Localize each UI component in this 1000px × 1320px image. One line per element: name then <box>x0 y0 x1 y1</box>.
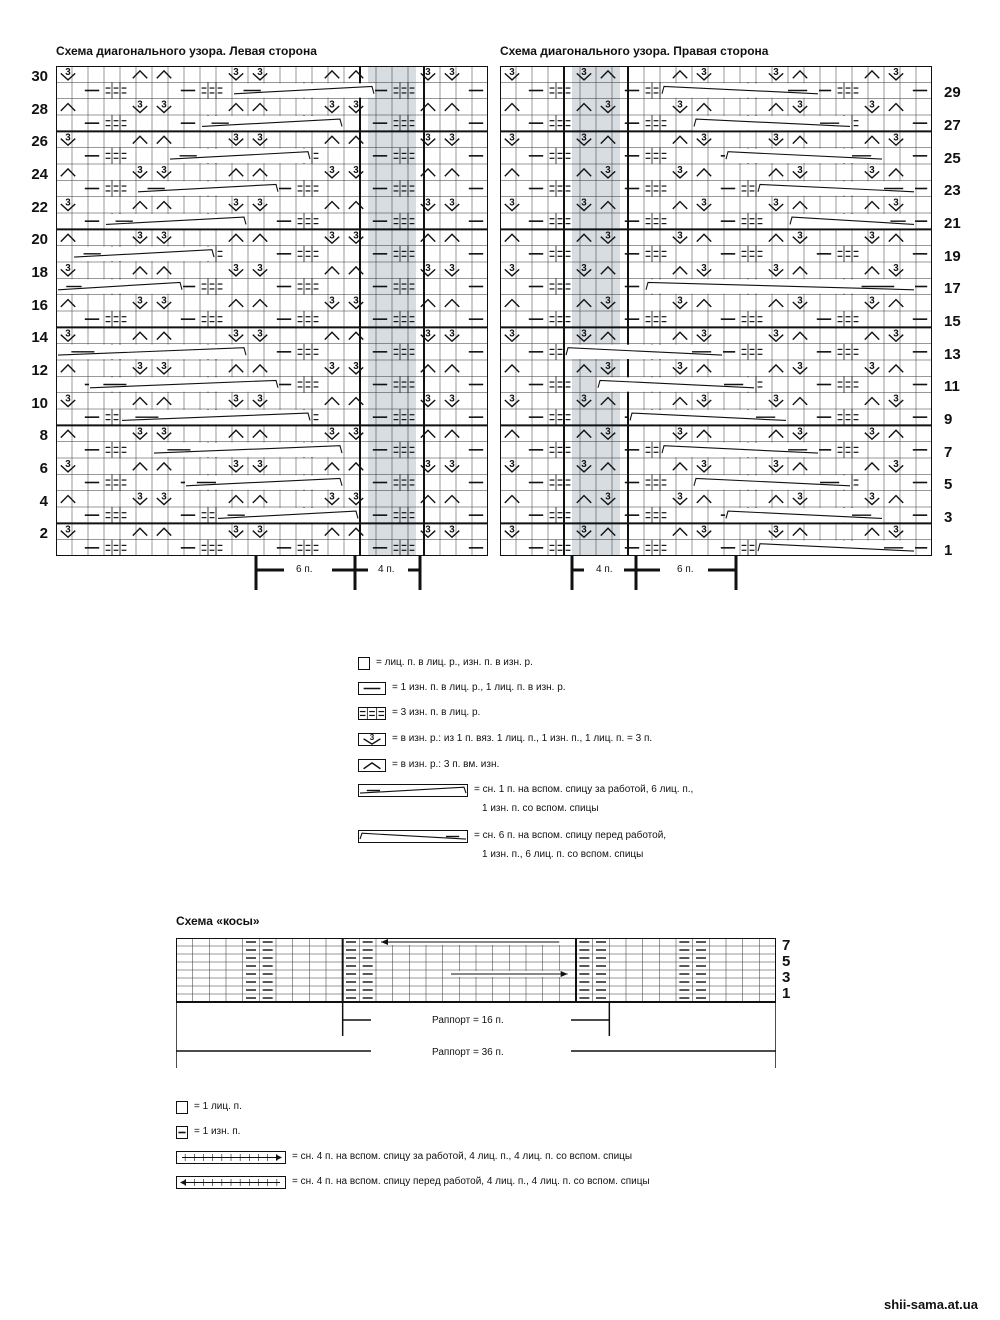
left-pattern-chart <box>56 66 488 556</box>
legend-text: = 1 лиц. п. <box>194 1101 242 1112</box>
svg-text:3: 3 <box>137 295 143 307</box>
kosy-title: Схема «косы» <box>176 914 260 928</box>
left-row-number: 16 <box>31 296 48 314</box>
left-row-number: 30 <box>31 68 48 85</box>
svg-text:3: 3 <box>329 360 335 372</box>
svg-text:3: 3 <box>329 164 335 176</box>
left-row-number: 14 <box>31 329 48 347</box>
legend-text: = сн. 4 п. на вспом. спицу перед работой, 4 лиц. п., 4 лиц. п. со вспом. спицы <box>292 1176 650 1187</box>
svg-text:3: 3 <box>65 458 71 470</box>
svg-text:3: 3 <box>65 132 71 144</box>
chart-symbols <box>505 67 927 556</box>
svg-text:3: 3 <box>605 99 611 111</box>
svg-text:3: 3 <box>161 360 167 372</box>
svg-text:3: 3 <box>701 132 707 144</box>
svg-text:3: 3 <box>581 66 587 78</box>
kosy-row-number: 5 <box>782 953 791 970</box>
right-row-number: 11 <box>944 378 960 396</box>
left-row-number: 4 <box>39 492 48 510</box>
svg-text:3: 3 <box>449 197 455 209</box>
svg-text:3: 3 <box>233 328 239 340</box>
left-row-number: 22 <box>31 198 48 216</box>
svg-text:3: 3 <box>893 458 899 470</box>
svg-text:3: 3 <box>581 393 587 405</box>
svg-text:3: 3 <box>257 328 263 340</box>
cross-left-icon <box>358 830 468 843</box>
right-row-number: 3 <box>944 509 953 526</box>
left-dim-4: 4 п. <box>378 564 395 575</box>
right-row-number: 29 <box>944 84 961 102</box>
kosy-row-number: 1 <box>782 985 791 1002</box>
svg-text:3: 3 <box>677 360 683 372</box>
right-row-number: 23 <box>944 182 961 200</box>
svg-text:3: 3 <box>797 99 803 111</box>
svg-text:3: 3 <box>509 262 515 274</box>
svg-text:3: 3 <box>65 66 71 78</box>
svg-text:3: 3 <box>797 491 803 503</box>
svg-text:3: 3 <box>65 328 71 340</box>
svg-text:3: 3 <box>161 99 167 111</box>
svg-text:3: 3 <box>893 132 899 144</box>
right-row-number: 21 <box>944 215 961 232</box>
svg-text:3: 3 <box>353 99 359 111</box>
svg-text:3: 3 <box>797 230 803 242</box>
svg-text:3: 3 <box>425 524 431 536</box>
svg-text:3: 3 <box>329 230 335 242</box>
svg-text:3: 3 <box>869 360 875 372</box>
legend-text: = в изн. р.: из 1 п. вяз. 1 лиц. п., 1 изн. п., 1 лиц. п. = 3 п. <box>392 733 653 744</box>
svg-text:3: 3 <box>605 491 611 503</box>
legend-text: = 3 изн. п. в лиц. р. <box>392 707 481 718</box>
svg-text:3: 3 <box>677 491 683 503</box>
svg-text:3: 3 <box>353 491 359 503</box>
svg-text:3: 3 <box>509 197 515 209</box>
legend-text: = 1 изн. п. <box>194 1126 241 1137</box>
svg-text:3: 3 <box>797 426 803 438</box>
svg-text:3: 3 <box>869 491 875 503</box>
right-dim-4: 4 п. <box>596 564 613 575</box>
svg-text:3: 3 <box>773 458 779 470</box>
right-row-number: 1 <box>944 541 953 559</box>
svg-text:3: 3 <box>869 99 875 111</box>
svg-text:3: 3 <box>449 524 455 536</box>
left-dim-6: 6 п. <box>296 564 313 575</box>
svg-text:3: 3 <box>257 262 263 274</box>
svg-text:3: 3 <box>677 426 683 438</box>
svg-text:3: 3 <box>509 458 515 470</box>
svg-text:3: 3 <box>257 393 263 405</box>
right-row-number: 9 <box>944 411 953 428</box>
rapport-brackets <box>176 1002 776 1068</box>
right-row-number: 17 <box>944 280 961 298</box>
kosy-grid <box>176 938 776 1002</box>
svg-text:3: 3 <box>425 132 431 144</box>
svg-text:3: 3 <box>161 230 167 242</box>
left-dimension-marks <box>240 556 440 592</box>
svg-text:3: 3 <box>893 524 899 536</box>
chart-symbols <box>57 67 483 556</box>
svg-text:3: 3 <box>233 393 239 405</box>
svg-text:3: 3 <box>449 328 455 340</box>
svg-text:3: 3 <box>677 164 683 176</box>
svg-text:3: 3 <box>509 328 515 340</box>
svg-text:3: 3 <box>701 524 707 536</box>
cable-back-icon <box>176 1151 286 1164</box>
svg-text:3: 3 <box>329 99 335 111</box>
svg-text:3: 3 <box>137 99 143 111</box>
svg-text:3: 3 <box>605 230 611 242</box>
svg-text:3: 3 <box>257 197 263 209</box>
svg-text:3: 3 <box>449 132 455 144</box>
svg-text:3: 3 <box>257 458 263 470</box>
svg-text:3: 3 <box>677 99 683 111</box>
svg-text:3: 3 <box>329 426 335 438</box>
left-row-number: 12 <box>31 362 48 379</box>
svg-text:3: 3 <box>161 295 167 307</box>
svg-text:3: 3 <box>233 132 239 144</box>
right-chart-title: Схема диагонального узора. Правая сторона <box>500 44 769 58</box>
rapport-36-label: Раппорт = 36 п. <box>432 1047 504 1058</box>
svg-text:3: 3 <box>581 328 587 340</box>
svg-text:3: 3 <box>581 458 587 470</box>
right-pattern-chart <box>500 66 932 556</box>
left-row-number: 20 <box>31 231 48 249</box>
right-row-number: 5 <box>944 476 953 494</box>
svg-text:3: 3 <box>869 230 875 242</box>
legend-text: = сн. 4 п. на вспом. спицу за работой, 4 лиц. п., 4 лиц. п. со вспом. спицы <box>292 1151 633 1162</box>
svg-text:3: 3 <box>509 66 515 78</box>
increase-3-icon <box>358 733 386 746</box>
svg-text:3: 3 <box>161 426 167 438</box>
svg-text:3: 3 <box>701 328 707 340</box>
svg-text:3: 3 <box>257 132 263 144</box>
svg-text:3: 3 <box>137 164 143 176</box>
legend-text: 1 изн. п., 6 лиц. п. со вспом. спицы <box>482 849 644 860</box>
svg-text:3: 3 <box>449 393 455 405</box>
left-row-number: 2 <box>39 525 48 543</box>
svg-text:3: 3 <box>257 524 263 536</box>
svg-text:3: 3 <box>773 262 779 274</box>
svg-text:3: 3 <box>233 66 239 78</box>
legend-text: = сн. 1 п. на вспом. спицу за работой, 6 лиц. п., <box>474 784 694 795</box>
kosy-row-number: 7 <box>782 937 791 954</box>
svg-text:3: 3 <box>233 197 239 209</box>
svg-text:3: 3 <box>797 295 803 307</box>
svg-text:3: 3 <box>605 295 611 307</box>
svg-text:3: 3 <box>425 66 431 78</box>
svg-text:3: 3 <box>677 230 683 242</box>
svg-text:3: 3 <box>425 197 431 209</box>
svg-text:3: 3 <box>509 132 515 144</box>
left-row-number: 28 <box>31 100 48 118</box>
right-dimension-marks <box>560 556 760 592</box>
svg-text:3: 3 <box>257 66 263 78</box>
cross-right-icon <box>358 784 468 797</box>
svg-text:3: 3 <box>233 262 239 274</box>
svg-text:3: 3 <box>65 197 71 209</box>
right-row-number: 19 <box>944 247 961 265</box>
legend-text: = 1 изн. п. в лиц. р., 1 лиц. п. в изн. р. <box>392 682 566 693</box>
legend-text: = сн. 6 п. на вспом. спицу перед работой, <box>474 830 667 841</box>
svg-text:3: 3 <box>869 164 875 176</box>
left-row-number: 8 <box>39 427 48 445</box>
svg-text:3: 3 <box>773 197 779 209</box>
svg-text:3: 3 <box>773 328 779 340</box>
svg-text:3: 3 <box>65 262 71 274</box>
svg-text:3: 3 <box>701 197 707 209</box>
right-row-number: 27 <box>944 117 961 134</box>
left-row-number: 18 <box>31 264 48 281</box>
purl-dash-icon <box>358 682 386 695</box>
svg-text:3: 3 <box>581 262 587 274</box>
svg-text:3: 3 <box>509 393 515 405</box>
svg-text:3: 3 <box>701 66 707 78</box>
svg-text:3: 3 <box>893 66 899 78</box>
svg-text:3: 3 <box>353 295 359 307</box>
right-row-number: 7 <box>944 443 953 461</box>
knit-square-icon <box>176 1101 188 1114</box>
empty-square-icon <box>358 657 370 670</box>
svg-text:3: 3 <box>161 164 167 176</box>
svg-text:3: 3 <box>773 524 779 536</box>
svg-text:3: 3 <box>869 426 875 438</box>
left-row-number: 10 <box>31 394 48 412</box>
svg-text:3: 3 <box>509 524 515 536</box>
legend-text: = лиц. п. в лиц. р., изн. п. в изн. р. <box>376 657 533 668</box>
svg-text:3: 3 <box>137 360 143 372</box>
svg-text:3: 3 <box>869 295 875 307</box>
svg-text:3: 3 <box>701 458 707 470</box>
kosy-row-number: 3 <box>782 969 791 986</box>
decrease-3-icon <box>358 759 386 772</box>
cable-front-icon <box>176 1176 286 1189</box>
svg-text:3: 3 <box>773 393 779 405</box>
svg-text:3: 3 <box>425 262 431 274</box>
svg-text:3: 3 <box>137 426 143 438</box>
svg-text:3: 3 <box>233 524 239 536</box>
right-row-number: 13 <box>944 345 961 363</box>
svg-text:3: 3 <box>893 262 899 274</box>
svg-text:3: 3 <box>773 66 779 78</box>
left-row-number: 6 <box>39 460 48 477</box>
svg-text:3: 3 <box>605 164 611 176</box>
svg-text:3: 3 <box>701 262 707 274</box>
svg-text:3: 3 <box>137 491 143 503</box>
svg-text:3: 3 <box>605 426 611 438</box>
svg-text:3: 3 <box>353 164 359 176</box>
svg-text:3: 3 <box>137 230 143 242</box>
svg-text:3: 3 <box>677 295 683 307</box>
legend-text: 1 изн. п. со вспом. спицы <box>482 803 599 814</box>
svg-text:3: 3 <box>449 262 455 274</box>
svg-text:3: 3 <box>893 197 899 209</box>
svg-text:3: 3 <box>797 360 803 372</box>
svg-text:3: 3 <box>353 360 359 372</box>
svg-text:3: 3 <box>425 458 431 470</box>
svg-text:3: 3 <box>581 132 587 144</box>
svg-text:3: 3 <box>425 328 431 340</box>
svg-text:3: 3 <box>329 295 335 307</box>
svg-text:3: 3 <box>369 733 375 743</box>
left-row-number: 26 <box>31 133 48 151</box>
svg-text:3: 3 <box>581 524 587 536</box>
rapport-16-label: Раппорт = 16 п. <box>432 1015 504 1026</box>
legend-text: = в изн. р.: 3 п. вм. изн. <box>392 759 500 770</box>
svg-text:3: 3 <box>893 393 899 405</box>
right-row-number: 25 <box>944 149 961 167</box>
svg-text:3: 3 <box>701 393 707 405</box>
right-dim-6: 6 п. <box>677 564 694 575</box>
svg-text:3: 3 <box>449 458 455 470</box>
svg-text:3: 3 <box>797 164 803 176</box>
svg-text:3: 3 <box>161 491 167 503</box>
svg-text:3: 3 <box>353 230 359 242</box>
right-row-number: 15 <box>944 313 961 330</box>
svg-text:3: 3 <box>65 393 71 405</box>
svg-text:3: 3 <box>65 524 71 536</box>
left-chart-title: Схема диагонального узора. Левая сторона <box>56 44 317 58</box>
svg-text:3: 3 <box>329 491 335 503</box>
svg-text:3: 3 <box>773 132 779 144</box>
watermark: shii-sama.at.ua <box>884 1297 978 1312</box>
three-purl-icon <box>358 707 386 720</box>
svg-text:3: 3 <box>581 197 587 209</box>
svg-text:3: 3 <box>353 426 359 438</box>
left-row-number: 24 <box>31 166 48 183</box>
svg-text:3: 3 <box>425 393 431 405</box>
svg-text:3: 3 <box>605 360 611 372</box>
svg-text:3: 3 <box>233 458 239 470</box>
svg-text:3: 3 <box>449 66 455 78</box>
purl-square-icon <box>176 1126 188 1139</box>
svg-text:3: 3 <box>893 328 899 340</box>
